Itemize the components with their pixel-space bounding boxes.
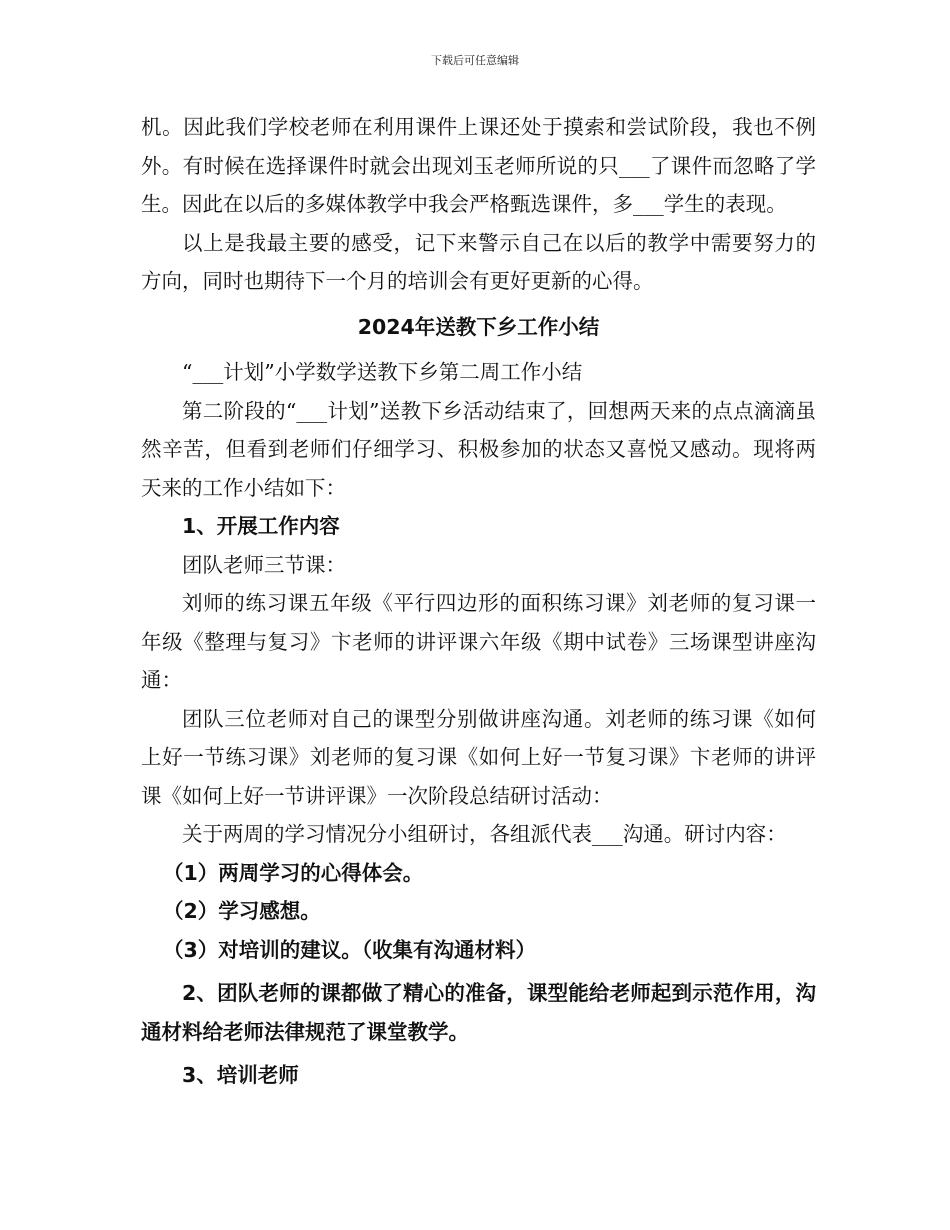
paragraph-lessons-detail: 刘师的练习课五年级《平行四边形的面积练习课》刘老师的复习课一年级《整理与复习》卞老师的讲评课六年级《期中试卷》三场课型讲座沟通： [141,591,816,692]
list-item-3: （3）对培训的建议。（收集有沟通材料） [163,937,537,962]
subtitle: “___计划”小学数学送教下乡第二周工作小结 [182,360,583,384]
section-heading-2: 2、团队老师的课都做了精心的准备，课型能给老师起到示范作用，沟通材料给老师法律规范了课堂教学。 [141,981,816,1044]
list-item-1: （1）两周学习的心得体会。 [163,860,424,885]
section-heading-3: 3、培训老师 [182,1063,299,1087]
document-title: 2024年送教下乡工作小结 [357,314,600,339]
list-item-2: （2）学习感想。 [163,899,321,923]
section-heading-1: 1、开展工作内容 [182,514,340,538]
paragraph-lectures-detail: 团队三位老师对自己的课型分别做讲座沟通。刘老师的练习课《如何上好一节练习课》刘老师的复习课《如何上好一节复习课》卞老师的讲评课《如何上好一节讲评课》一次阶段总结研讨活动： [141,706,816,808]
paragraph-team-lessons: 团队老师三节课： [182,552,346,577]
page-header: 下载后可任意编辑 [431,54,519,67]
document-body [141,108,816,1095]
paragraph-summary: 以上是我最主要的感受，记下来警示自己在以后的教学中需要努力的方向，同时也期待下一个月的培训会有更好更新的心得。 [141,230,816,293]
paragraph-discussion: 关于两周的学习情况分小组研讨，各组派代表___沟通。研讨内容： [182,822,787,846]
paragraph-intro: 第二阶段的“___计划”送教下乡活动结束了，回想两天来的点点滴滴虽然辛苦，但看到老师们仔细学习、积极参加的状态又喜悦又感动。现将两天来的工作小结如下： [141,398,816,500]
paragraph-continuation: 机。因此我们学校老师在利用课件上课还处于摸索和尝试阶段，我也不例外。有时候在选择课件时就会出现刘玉老师所说的只___了课件而忽略了学生。因此在以后的多媒体教学中我会严格甄选课件，多___学生的表现。 [141,115,816,216]
